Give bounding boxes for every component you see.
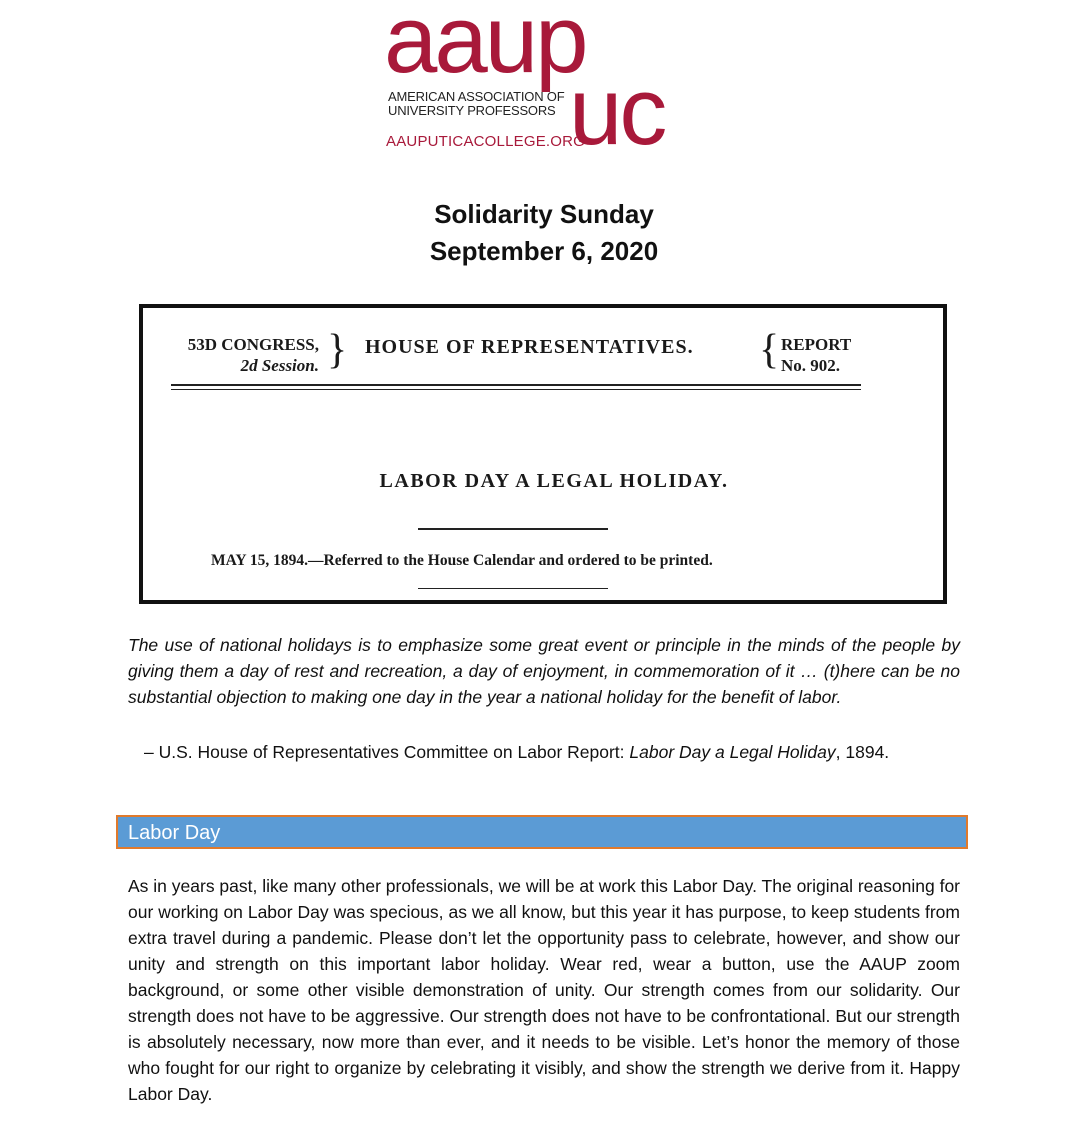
header-rule-thin xyxy=(171,389,861,390)
congress-label xyxy=(169,334,319,376)
logo-url: AAUPUTICACOLLEGE.ORG xyxy=(386,133,586,150)
section-body: As in years past, like many other professionals, we will be at work this Labor Day. The original reasoning for our working on Labor Day was specious, as we all know, but this year it has purpose, to keep students from extra travel during a pandemic. Please don’t let the opportunity pass to celebrate, however, and show our unity and strength on this important labor holiday. Wear red, wear a button, use the AAUP zoom background, or some other visible demonstration of unity. Our strength comes from our solidarity. Our strength does not have to be aggressive. Our strength does not have to be confrontational. But our strength is absolutely necessary, now more than ever, and it needs to be visible. Let’s honor the memory of those who fought for our right to organize by celebrating it visibly, and show the strength we derive from it. Happy Labor Day. xyxy=(128,876,960,1104)
quote-attribution xyxy=(144,740,964,764)
left-brace-icon: { xyxy=(759,327,780,373)
footer-divider xyxy=(418,588,608,589)
right-brace-icon: } xyxy=(327,327,348,373)
aaup-uc-logo xyxy=(384,0,714,165)
attribution-prefix: – U.S. House of Representatives Committee on Labor Report: xyxy=(144,742,630,762)
report-heading: LABOR DAY A LEGAL HOLIDAY. xyxy=(379,470,729,492)
report-label xyxy=(781,334,851,376)
logo-suffix: uc xyxy=(569,58,665,165)
report-dateline: MAY 15, 1894.—Referred to the House Calendar and ordered to be printed. xyxy=(211,552,713,569)
logo-org-line-2: UNIVERSITY PROFESSORS xyxy=(388,103,556,118)
report-number: No. 902. xyxy=(781,356,841,375)
attribution-suffix: , 1894. xyxy=(835,742,890,762)
report-facsimile xyxy=(139,304,947,604)
congress-text: 53D CONGRESS, xyxy=(187,335,319,354)
report-label-text: REPORT xyxy=(781,335,852,354)
logo-org-line-1: AMERICAN ASSOCIATION OF xyxy=(388,89,565,104)
section-header xyxy=(116,815,968,849)
session-text: 2d Session. xyxy=(240,356,319,375)
section-header-label: Labor Day xyxy=(128,822,221,844)
page-title: Solidarity Sunday xyxy=(434,199,654,229)
logo-wordmark: aaup xyxy=(384,0,586,93)
house-heading: HOUSE OF REPRESENTATIVES. xyxy=(365,336,694,358)
attribution-title: Labor Day a Legal Holiday xyxy=(629,742,836,762)
page-date: September 6, 2020 xyxy=(429,236,659,266)
heading-divider xyxy=(418,528,608,530)
quote-text: The use of national holidays is to emphasize some great event or principle in the minds of the people by giving them a day of rest and recreation, a day of enjoyment, in commemoration of it … (t)here can be no substantial objection to making one day in the year a national holiday for the benefit of labor. xyxy=(128,635,960,707)
header-rule-thick xyxy=(171,384,861,386)
